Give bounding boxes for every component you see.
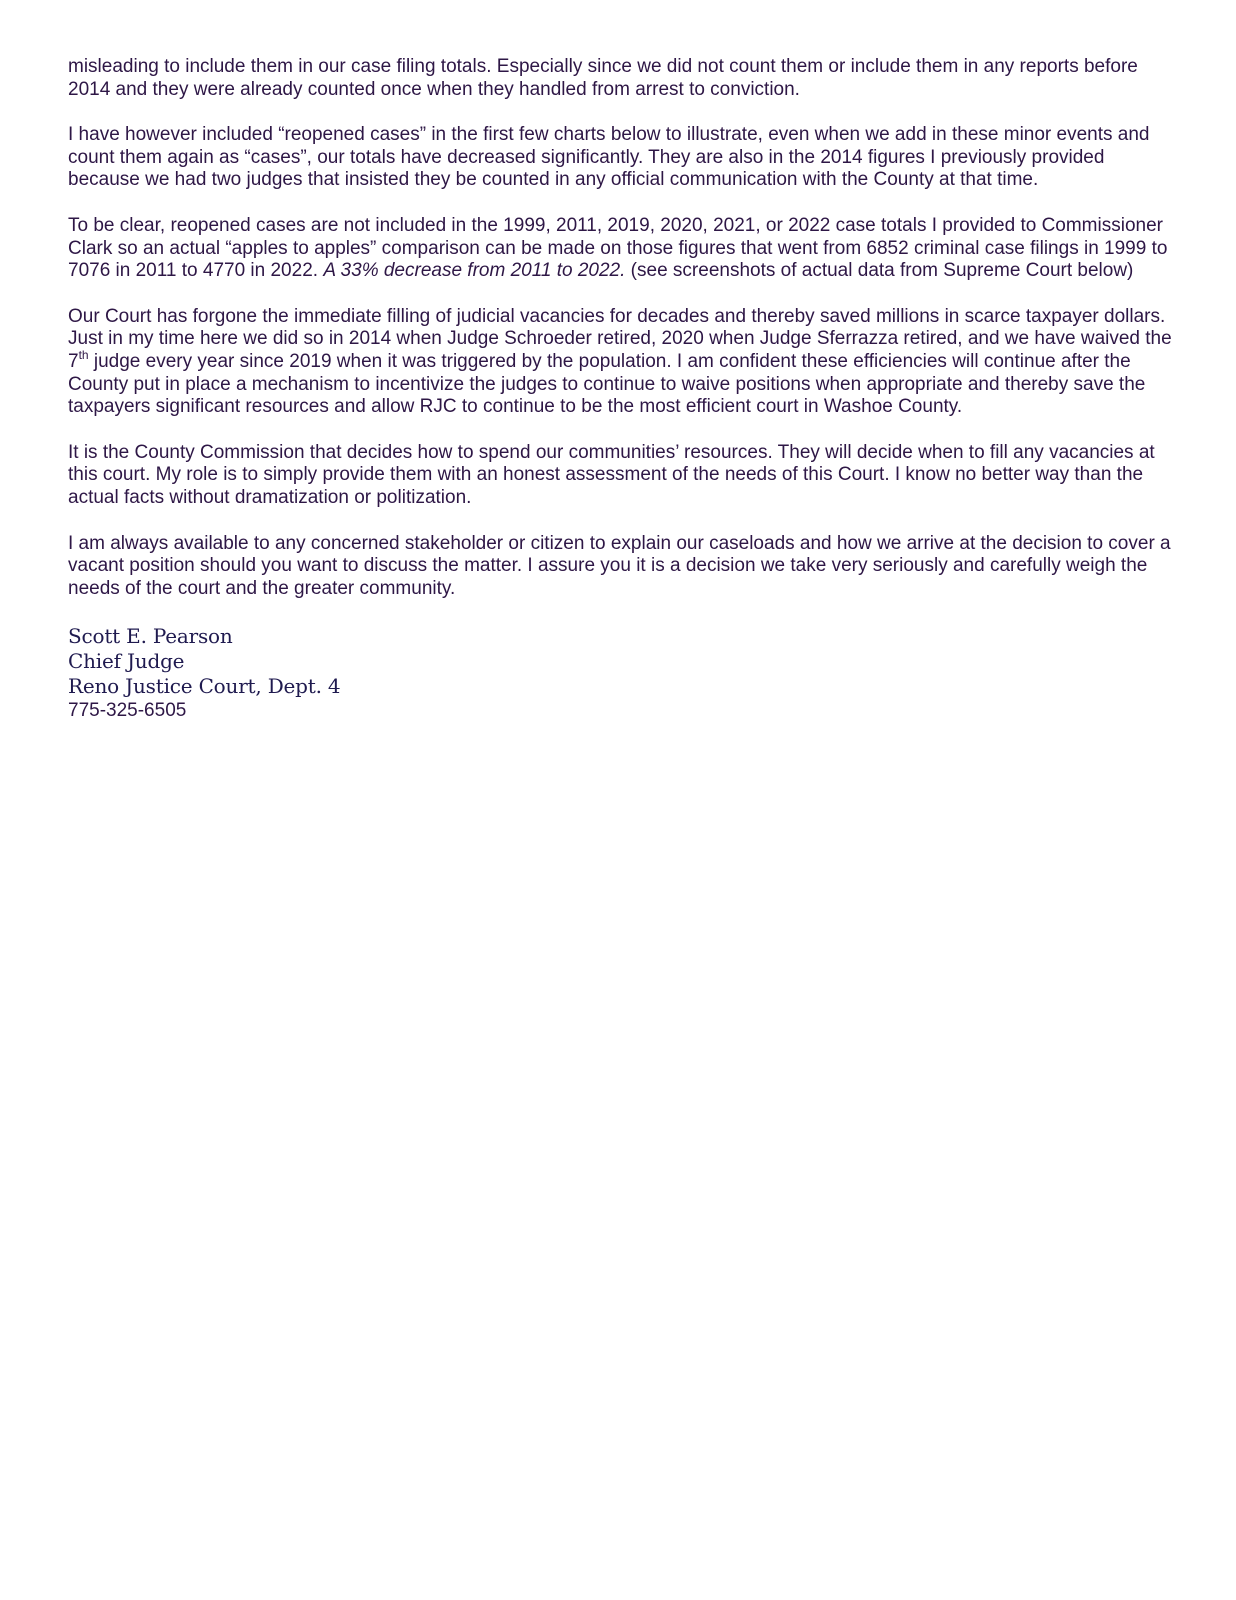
decrease-highlight: A 33% decrease from 2011 to 2022.	[323, 260, 626, 282]
paragraph-reopened-cases-charts	[68, 124, 1178, 192]
paragraph-text: It is the County Commission that decides how to spend our communities’ resources. They will decide when to fill any vacancies at this court. My role is to simply provide them with an honest assessment of the needs of this Court. I know no better way than the actual facts without dramatization or politization.	[68, 441, 1155, 508]
paragraph-judicial-vacancies	[68, 306, 1178, 419]
signer-title: Chief Judge	[68, 649, 185, 674]
paragraph-text: I am always available to any concerned stakeholder or citizen to explain our caseloads and how we arrive at the decision to cover a vacant position should you want to discuss the matter. I assure you it is a decision we take very seriously and carefully weigh the needs of the court and the greater community.	[68, 532, 1171, 599]
paragraph-text: Our Court has forgone the immediate filling of judicial vacancies for decades and thereby saved millions in scarce taxpayer dollars. Just in my time here we did so in 2014 when Judge Schroeder retired, 2020 when Judge Sferrazza retired, and we have waived the 7	[68, 305, 1172, 372]
paragraph-text: misleading to include them in our case filing totals. Especially since we did not count them or include them in any reports before 2014 and they were already counted once when they handled from arrest to conviction.	[68, 56, 1138, 100]
paragraph-text: (see screenshots of actual data from Supreme Court below)	[625, 260, 1134, 282]
letter-body	[68, 56, 1178, 723]
signature-block	[68, 624, 1178, 723]
paragraph-text: I have however included “reopened cases” in the first few charts below to illustrate, even when we add in these minor events and count them again as “cases”, our totals have decreased significantly. They are also in the 2014 figures I previously provided because we had two judges that insisted they be counted in any official communication with the County at that time.	[68, 124, 1150, 191]
paragraph-case-totals-comparison	[68, 215, 1178, 283]
paragraph-reopened-cases-intro	[68, 56, 1178, 101]
signer-phone: 775-325-6505	[68, 700, 187, 722]
paragraph-text: judge every year since 2019 when it was triggered by the population. I am confident these efficiencies will continue after the County put in place a mechanism to incentivize the judges to continue to waive positions when appropriate and thereby save the taxpayers significant resources and allow RJC to continue to be the most efficient court in Washoe County.	[68, 350, 1146, 418]
paragraph-text: To be clear, reopened cases are not included in the 1999, 2011, 2019, 2020, 2021, or 2022 case totals I provided to Commissioner Clark so an actual “apples to apples” comparison can be made on those figures that went from 6852 criminal case filings in 1999 to 7076 in 2011 to 4770 in 2022.	[68, 214, 1168, 282]
paragraph-county-commission	[68, 442, 1178, 510]
signer-court: Reno Justice Court, Dept. 4	[68, 674, 341, 699]
ordinal-superscript: th	[78, 347, 89, 362]
signer-name: Scott E. Pearson	[68, 624, 233, 649]
paragraph-availability	[68, 533, 1178, 601]
